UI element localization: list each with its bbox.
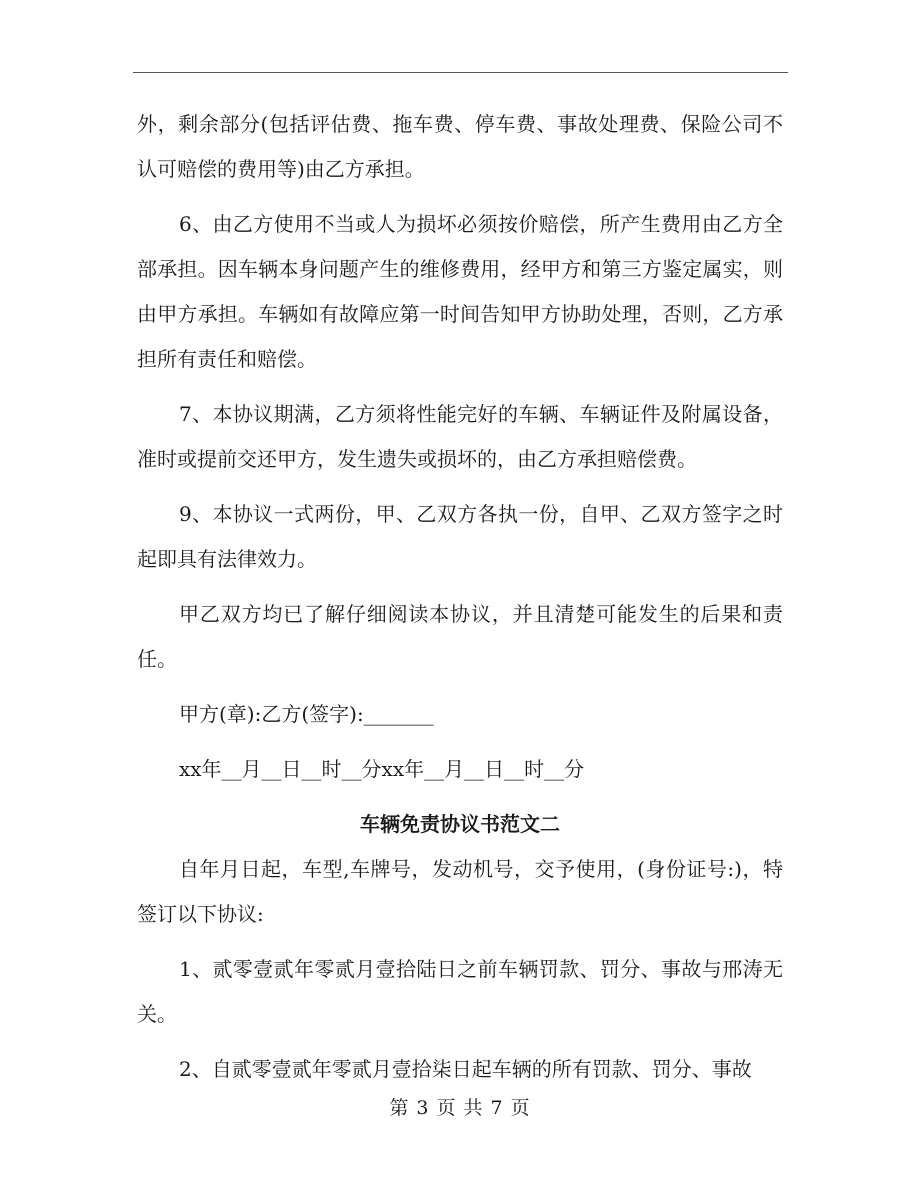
paragraph-item-2: 2、自贰零壹贰年零贰月壹拾柒日起车辆的所有罚款、罚分、事故	[179, 1057, 752, 1081]
paragraph-item-1: 1、贰零壹贰年零贰月壹拾陆日之前车辆罚款、罚分、事故与邢涛无关。	[137, 957, 783, 1026]
paragraph-continuation: 外，剩余部分(包括评估费、拖车费、停车费、事故处理费、保险公司不认可赔偿的费用等)由乙方承担。	[137, 112, 783, 181]
paragraph-acknowledgement: 甲乙双方均已了解仔细阅读本协议，并且清楚可能发生的后果和责任。	[137, 602, 783, 671]
header-rule	[133, 72, 788, 73]
paragraph-clause-7: 7、本协议期满，乙方须将性能完好的车辆、车辆证件及附属设备，准时或提前交还甲方，发生遗失或损坏的，由乙方承担赔偿费。	[137, 402, 783, 471]
section-title: 车辆免责协议书范文二	[360, 812, 560, 836]
signature-line: 甲方(章):乙方(签字):_______	[179, 702, 434, 726]
paragraph-clause-9: 9、本协议一式两份，甲、乙双方各执一份，自甲、乙双方签字之时起即具有法律效力。	[137, 502, 783, 571]
date-line: xx年__月__日__时__分xx年__月__日__时__分	[179, 757, 585, 781]
page-number: 第 3 页 共 7 页	[389, 1097, 531, 1119]
paragraph-intro: 自年月日起，车型,车牌号，发动机号，交予使用，(身份证号:)，特签订以下协议:	[137, 857, 783, 926]
paragraph-clause-6: 6、由乙方使用不当或人为损坏必须按价赔偿，所产生费用由乙方全部承担。因车辆本身问题产生的维修费用，经甲方和第三方鉴定属实，则由甲方承担。车辆如有故障应第一时间告知甲方协助处理，否则，乙方承担所有责任和赔偿。	[137, 212, 783, 371]
document-body	[137, 102, 783, 1092]
